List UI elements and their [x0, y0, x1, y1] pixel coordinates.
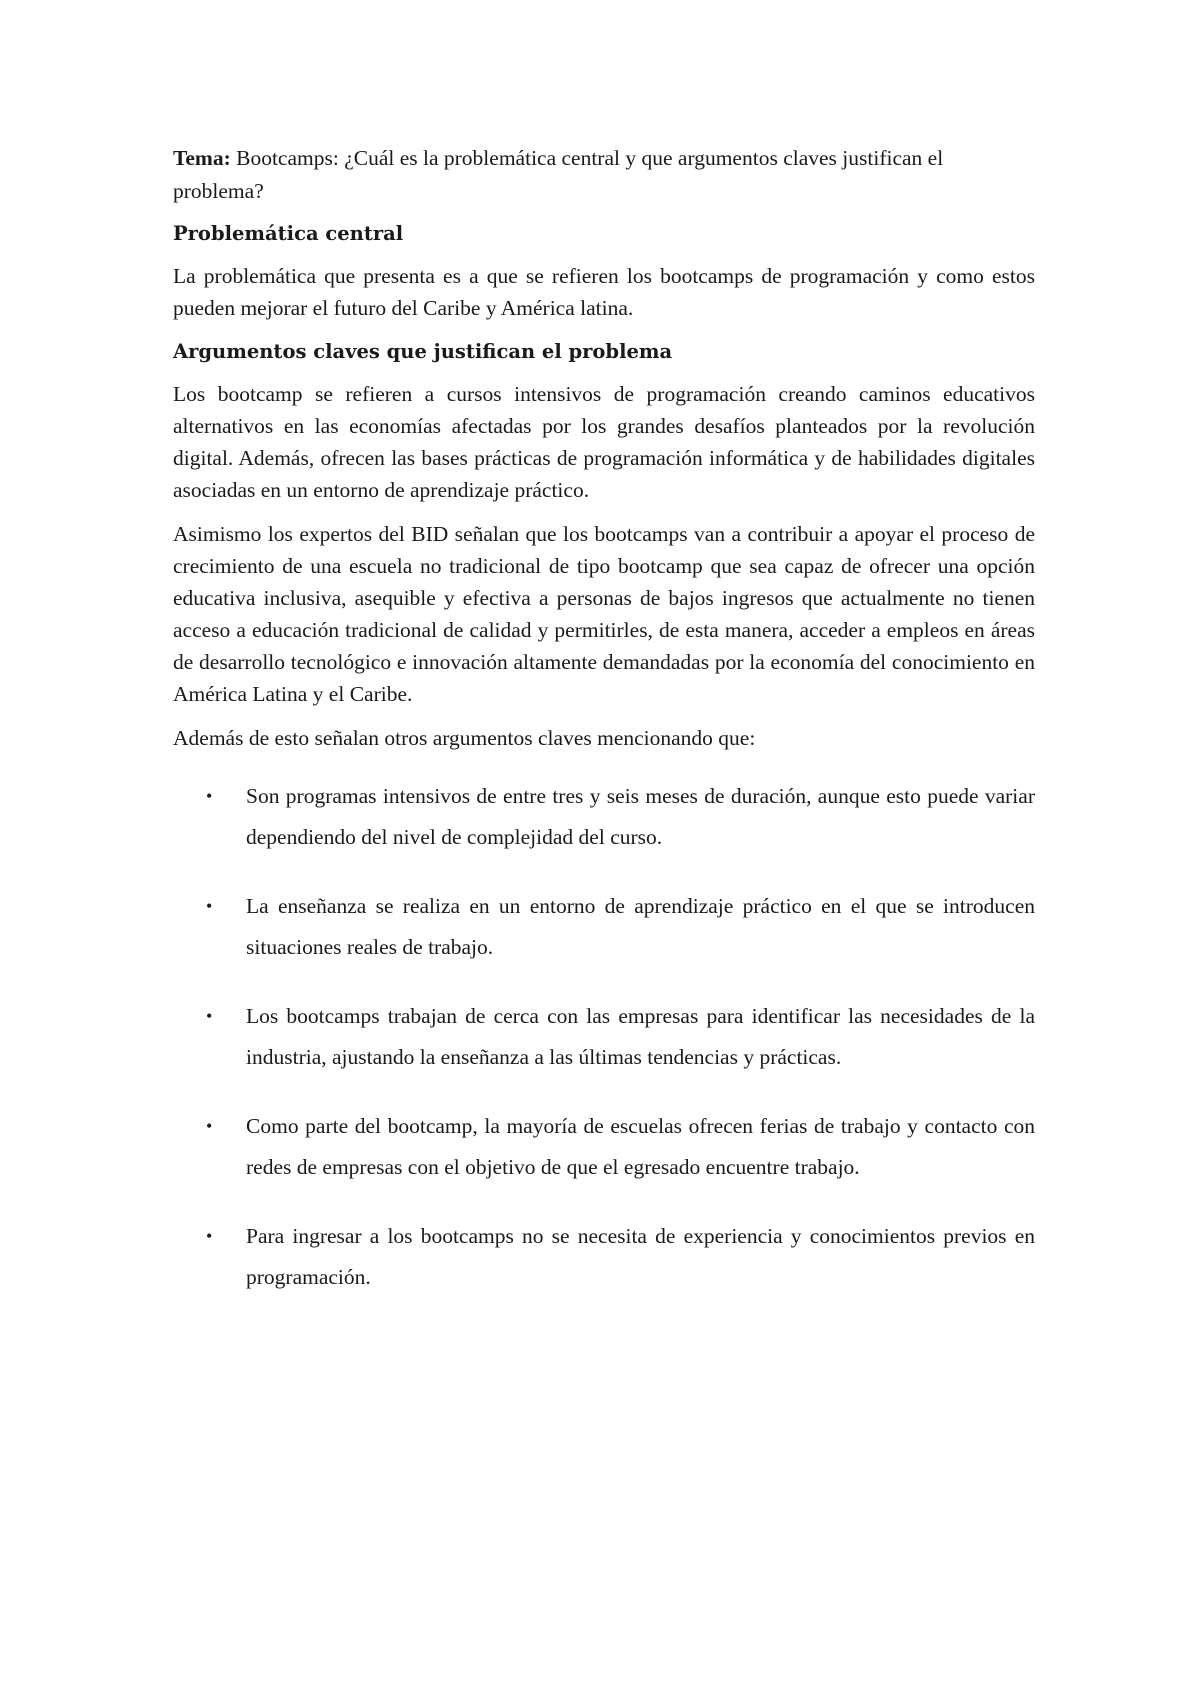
topic-text: Bootcamps: ¿Cuál es la problemática central y que argumentos claves justifican el problema?: [173, 146, 944, 203]
list-item-text: La enseñanza se realiza en un entorno de aprendizaje práctico en el que se introducen situaciones reales de trabajo.: [246, 894, 1035, 959]
paragraph-bid-experts: Asimismo los expertos del BID señalan que los bootcamps van a contribuir a apoyar el proceso de crecimiento de una escuela no tradicional de tipo bootcamp que sea capaz de ofrecer una opción educativa inclusiva, asequible y efectiva a personas de bajos ingresos que actualmente no tienen acceso a educación tradicional de calidad y permitirles, de esta manera, acceder a empleos en áreas de desarrollo tecnológico e innovación altamente demandadas por la economía del conocimiento en América Latina y el Caribe.: [173, 522, 1035, 706]
section-heading-central-problem: Problemática central: [173, 222, 404, 245]
key-arguments-list: [173, 776, 1035, 1298]
list-item: [173, 1216, 1035, 1298]
list-item: [173, 886, 1035, 968]
topic-label: Tema:: [173, 146, 231, 170]
list-item-text: Como parte del bootcamp, la mayoría de escuelas ofrecen ferias de trabajo y contacto con redes de empresas con el objetivo de que el egresado encuentre trabajo.: [246, 1114, 1035, 1179]
paragraph-central-problem: La problemática que presenta es a que se refieren los bootcamps de programación y como estos pueden mejorar el futuro del Caribe y América latina.: [173, 264, 1035, 320]
list-item: [173, 776, 1035, 858]
bullet-icon: •: [206, 1226, 213, 1246]
bullet-icon: •: [206, 1006, 213, 1026]
section-heading-key-arguments: Argumentos claves que justifican el problema: [173, 340, 673, 363]
list-item-text: Son programas intensivos de entre tres y seis meses de duración, aunque esto puede variar dependiendo del nivel de complejidad del curso.: [246, 784, 1035, 849]
paragraph-other-arguments-intro: Además de esto señalan otros argumentos claves mencionando que:: [173, 726, 756, 750]
list-item-text: Los bootcamps trabajan de cerca con las empresas para identificar las necesidades de la industria, ajustando la enseñanza a las últimas tendencias y prácticas.: [246, 1004, 1035, 1069]
topic-line: [173, 142, 1035, 208]
paragraph-bootcamp-definition: Los bootcamp se refieren a cursos intensivos de programación creando caminos educativos alternativos en las economías afectadas por los grandes desafíos planteados por la revolución digital. Además, ofrecen las bases prácticas de programación informática y de habilidades digitales asociadas en un entorno de aprendizaje práctico.: [173, 382, 1035, 502]
list-item: [173, 996, 1035, 1078]
bullet-icon: •: [206, 1116, 213, 1136]
bullet-icon: •: [206, 786, 213, 806]
document-body: [173, 142, 1035, 1326]
list-item-text: Para ingresar a los bootcamps no se necesita de experiencia y conocimientos previos en programación.: [246, 1224, 1035, 1289]
bullet-icon: •: [206, 896, 213, 916]
list-item: [173, 1106, 1035, 1188]
